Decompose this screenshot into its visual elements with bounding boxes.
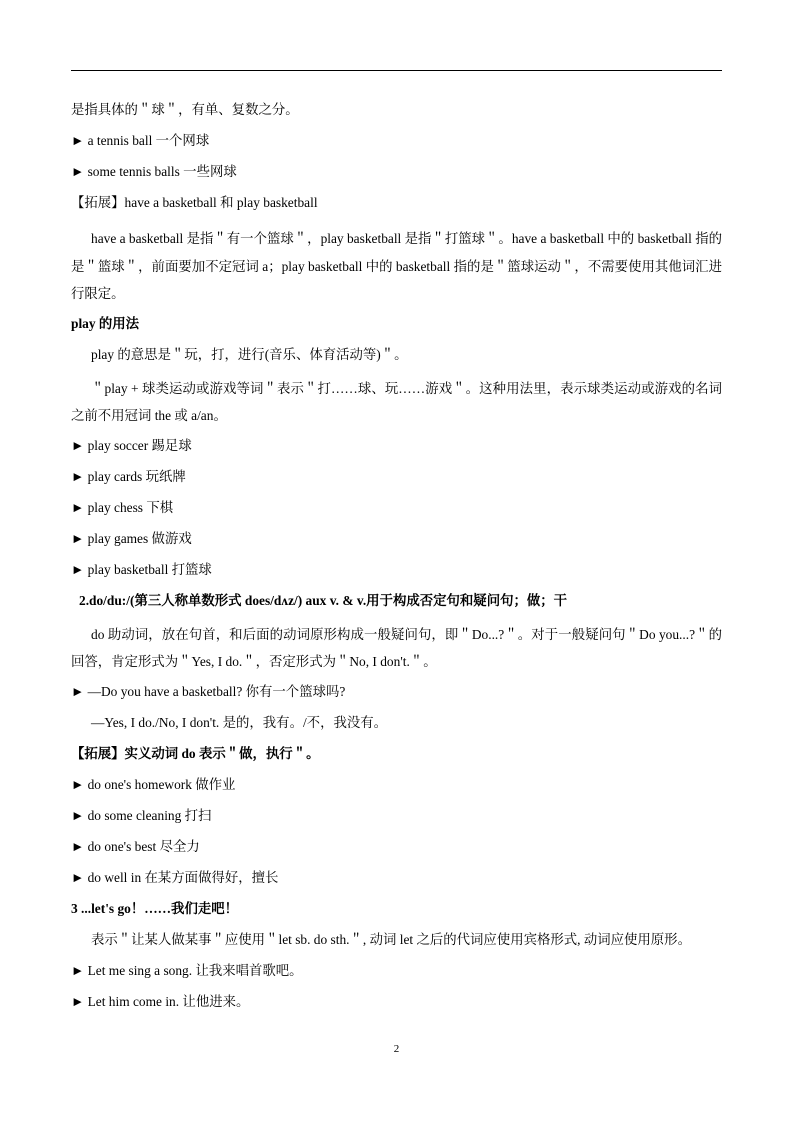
example-item: ► —Do you have a basketball? 你有一个篮球吗? [71,683,346,699]
example-item: ► a tennis ball 一个网球 [71,133,210,148]
paragraph: 表示＂让某人做某事＂应使用＂let sb. do sth.＂, 动词 let 之后的代词应使用宾格形式, 动词应使用原形。 [91,931,691,947]
example-item: ► do well in 在某方面做得好，擅长 [71,869,279,885]
example-item: ► play chess 下棋 [71,499,174,515]
page-number: 2 [393,1043,400,1055]
section-heading: 2.do/du:/(第三人称单数形式 does/dʌz/) aux v. & v.用于构成否定句和疑问句；做；干 [79,592,568,608]
example-item: —Yes, I do./No, I don't. 是的，我有。/不，我没有。 [91,714,388,730]
example-item: ► play cards 玩纸牌 [71,468,186,484]
paragraph: ＂play + 球类运动或游戏等词＂表示＂打……球、玩……游戏＂。这种用法里，表示球类运动或游戏的名词之前不用冠词 the 或 a/an。 [71,380,722,423]
header-rule [71,70,722,71]
text-line: 是指具体的＂球＂，有单、复数之分。 [71,102,299,117]
extension-heading: 【拓展】实义动词 do 表示＂做，执行＂。 [71,745,320,761]
example-item: ► play basketball 打篮球 [71,561,212,577]
section-heading: 3 ...let's go！……我们走吧！ [71,900,239,916]
paragraph: have a basketball 是指＂有一个篮球＂，play basketball 是指＂打篮球＂。have a basketball 中的 basketball 指的是＂篮球＂，前面要加不定冠词 a；play basketball 中的 basketball 指的是＂篮球运动＂，不需要使用其他词汇进行限定。 [71,231,722,301]
example-item: ► Let me sing a song. 让我来唱首歌吧。 [71,962,303,978]
example-item: ► Let him come in. 让他进来。 [71,993,250,1009]
example-item: ► do one's best 尽全力 [71,838,200,854]
example-item: ► do one's homework 做作业 [71,776,236,792]
example-item: ► play games 做游戏 [71,530,192,546]
paragraph: play 的意思是＂玩，打，进行(音乐、体育活动等)＂。 [91,346,408,362]
example-item: ► play soccer 踢足球 [71,437,192,453]
document-body [71,94,722,1017]
extension-heading: 【拓展】have a basketball 和 play basketball [71,195,318,210]
section-heading: play 的用法 [71,315,140,331]
example-item: ► some tennis balls 一些网球 [71,164,237,179]
paragraph: do 助动词，放在句首，和后面的动词原形构成一般疑问句，即＂Do...?＂。对于一般疑问句＂Do you...?＂的回答，肯定形式为＂Yes, I do.＂，否定形式为＂No, I don't.＂。 [71,626,722,669]
example-item: ► do some cleaning 打扫 [71,807,212,823]
